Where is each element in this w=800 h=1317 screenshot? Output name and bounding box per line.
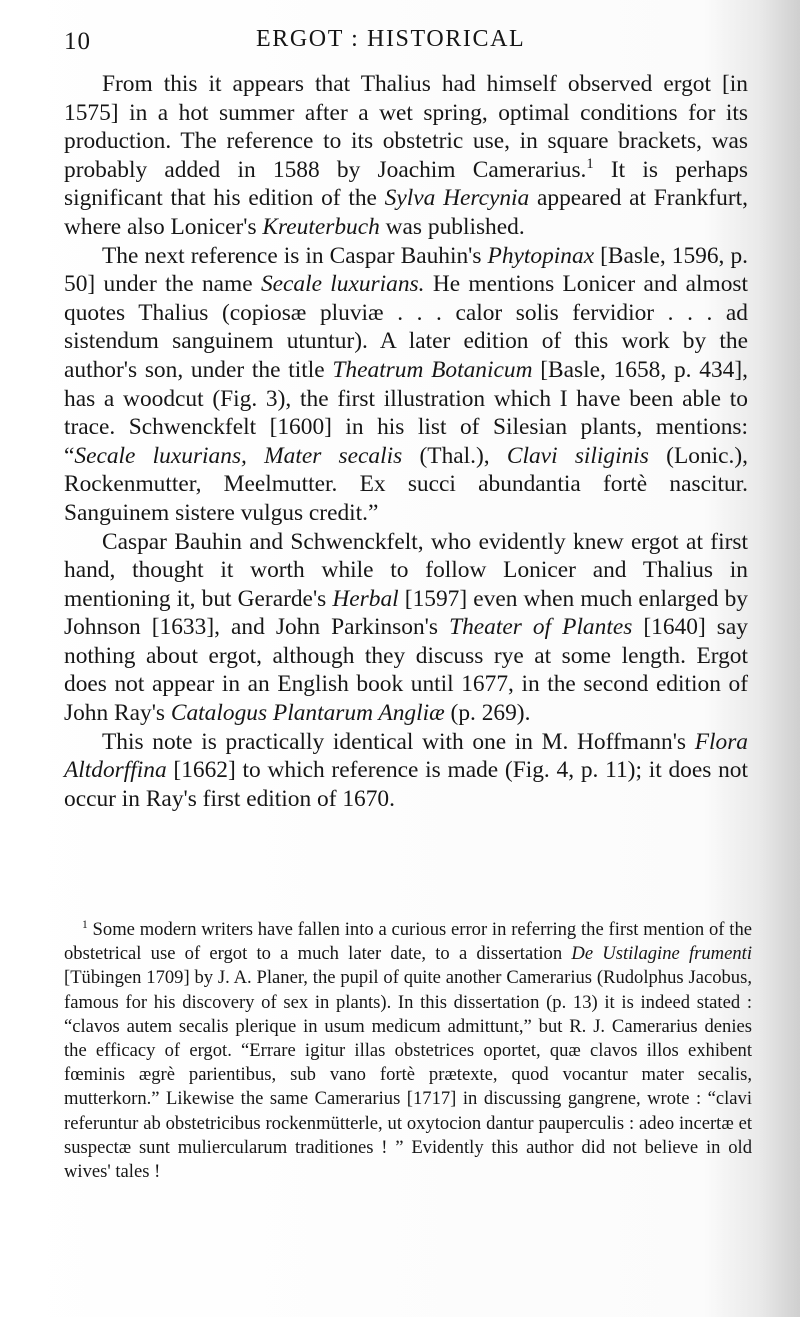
book-title: Herbal xyxy=(332,585,399,612)
latin-name: Clavi siliginis xyxy=(506,442,649,469)
book-title: Theater of Plantes xyxy=(449,614,633,641)
paragraph-2: The next reference is in Caspar Bauhin's Phytopinax [Basle, 1596, p. 50] under the name Secale luxurians. He mentions Lonicer and almost quotes Thalius (copiosæ pluviæ . . . calor solis fervidior . . . ad sistendum sanguinem utuntur). A later edition of this work by the author's son, under the title Theatrum Botanicum [Basle, 1658, p. 434], has a woodcut (Fig. 3), the first illustration which I have been able to trace. Schwenckfelt [1600] in his list of Silesian plants, mentions: “Secale luxurians, Mater secalis (Thal.), Clavi siliginis (Lonic.), Rockenmutter, Meelmutter. Ex succi abundantia fortè nascitur. Sanguinem sistere vulgus credit.” xyxy=(64,242,749,526)
book-title: De Ustilagine frumenti xyxy=(571,943,752,965)
book-title: Catalogus Plantarum Angliæ xyxy=(170,700,445,727)
footnotes xyxy=(64,918,752,1184)
page-number: 10 xyxy=(64,28,91,55)
book-title: Kreuterbuch xyxy=(262,213,380,240)
latin-name: Secale luxurians. xyxy=(260,271,425,298)
paragraph-1: From this it appears that Thalius had himself observed ergot [in 1575] in a hot summer after a wet spring, optimal conditions for its production. The reference to its obstetric use, in square brackets, was probably added in 1588 by Joachim Camerarius.$^1$ It is perhaps significant that his edition of the Sylva Hercynia appeared at Frankfurt, where also Lonicer's Kreuterbuch was published. xyxy=(64,71,748,240)
latin-name: Secale luxurians, Mater secalis xyxy=(74,442,403,469)
footnote-1: $^1$ Some modern writers have fallen into a curious error in referring the first mention of the obstetrical use of ergot to a much later date, to a dissertation De Ustilagine frumenti [Tübingen 1709] by J. A. Planer, the pupil of quite another Camerarius (Rudolphus Jacobus, famous for his discovery of sex in plants). In this dissertation (p. 13) it is indeed stated : “clavos autem secalis plerique in usum medicum admittunt,” but R. J. Camerarius denies the efficacy of ergot. “Errare igitur illas obstetrices oportet, quæ clavos illos exhibent fœminis ægrè parientibus, sub vano fortè prætexte, quod vocantur mater secalis, mutterkorn.” Likewise the same Camerarius [1717] in discussing gangrene, wrote : “clavi referuntur ab obstetricibus rockenmütterle, ut oxytocion dantur pauperculis : adeo incertæ et suspectæ sunt muliercularum traditiones ! ” Evidently this author did not believe in old wives' tales ! xyxy=(64,918,752,1183)
footnote-marker: 1 xyxy=(82,918,88,931)
book-title: Phytopinax xyxy=(487,242,595,269)
body-text xyxy=(64,70,748,813)
paragraph-3: Caspar Bauhin and Schwenckfelt, who evidently knew ergot at first hand, thought it worth while to follow Lonicer and Thalius in mentioning it, but Gerarde's Herbal [1597] even when much enlarged by Johnson [1633], and John Parkinson's Theater of Plantes [1640] say nothing about ergot, although they discuss rye at some length. Ergot does not appear in an English book until 1677, in the second edition of John Ray's Catalogus Plantarum Angliæ (p. 269). xyxy=(64,528,749,727)
page-header xyxy=(64,22,744,56)
book-title: Sylva Hercynia xyxy=(384,185,530,212)
running-head: ERGOT : HISTORICAL xyxy=(256,26,526,52)
footnote-reference: 1 xyxy=(586,155,594,172)
paragraph-4: This note is practically identical with one in M. Hoffmann's Flora Altdorffina [1662] to which reference is made (Fig. 4, p. 11); it does not occur in Ray's first edition of 1670. xyxy=(64,728,748,812)
book-title: Theatrum Botanicum xyxy=(332,356,533,383)
book-title: Flora Altdorffina xyxy=(64,728,748,784)
